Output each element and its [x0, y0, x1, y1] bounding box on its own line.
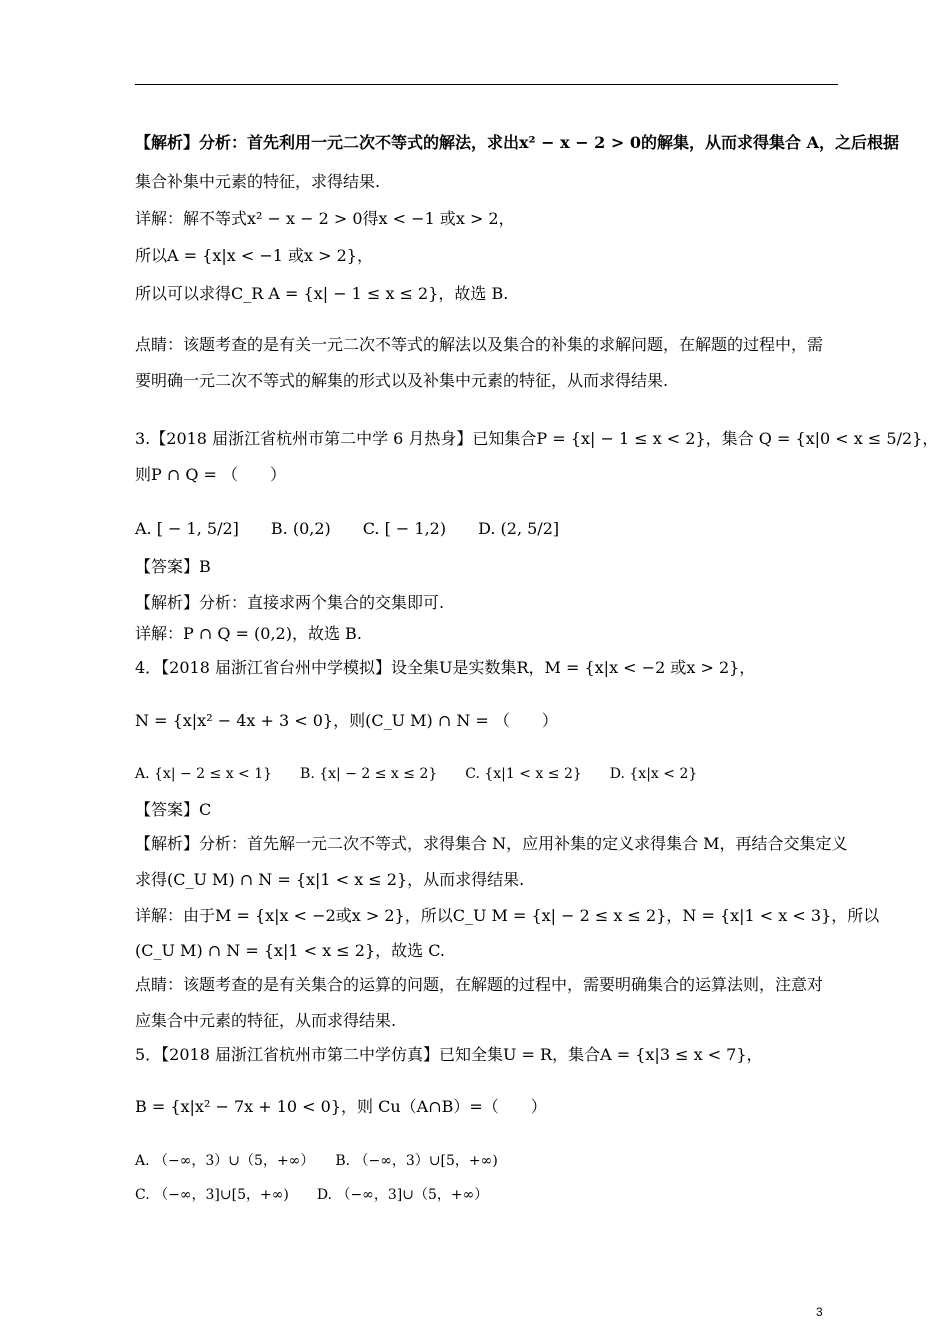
text-line-3: 详解：解不等式x² − x − 2 > 0得x < −1 或x > 2，: [135, 209, 515, 228]
header-rule: [135, 84, 838, 85]
text-line-4: 所以A = {x|x < −1 或x > 2}，: [135, 246, 373, 265]
text-line-2: 集合补集中元素的特征，求得结果.: [135, 172, 381, 191]
text-line-1: 【解析】分析：首先利用一元二次不等式的解法，求出x² − x − 2 > 0的解集，从而求得集合 A，之后根据: [135, 133, 899, 152]
detail-3: 详解：P ∩ Q = (0,2)，故选 B.: [135, 624, 362, 643]
answer-4: 【答案】C: [135, 800, 212, 819]
detail-4-cont: (C_U M) ∩ N = {x|1 < x ≤ 2}，故选 C.: [135, 941, 445, 960]
question-3: 3.【2018 届浙江省杭州市第二中学 6 月热身】已知集合P = {x| − 1 ≤ x < 2}，集合 Q = {x|0 < x ≤ 5/2}，: [135, 429, 939, 448]
question-3-options: A. [ − 1, 5/2] B. (0,2) C. [ − 1,2) D. (2, 5/2]: [135, 519, 560, 538]
text-line-5: 所以可以求得C_R A = {x| − 1 ≤ x ≤ 2}，故选 B.: [135, 284, 509, 303]
detail-4: 详解：由于M = {x|x < −2或x > 2}，所以C_U M = {x| − 2 ≤ x ≤ 2}，N = {x|1 < x < 3}，所以: [135, 906, 880, 925]
question-5-cont: B = {x|x² − 7x + 10 < 0}，则 Cu（A∩B）=（ ）: [135, 1097, 547, 1116]
analysis-4-cont: 求得(C_U M) ∩ N = {x|1 < x ≤ 2}，从而求得结果.: [135, 870, 525, 889]
question-5-options-cd: C. （−∞，3]∪[5，+∞) D. （−∞，3]∪（5，+∞）: [135, 1187, 489, 1203]
text-line-6: 点睛：该题考查的是有关一元二次不等式的解法以及集合的补集的求解问题，在解题的过程中，需: [135, 335, 824, 354]
question-3-cont: 则P ∩ Q = （ ）: [135, 465, 287, 484]
question-5-options-ab: A. （−∞，3）∪（5，+∞） B. （−∞，3）∪[5，+∞): [135, 1153, 498, 1169]
question-5: 5．【2018 届浙江省杭州市第二中学仿真】已知全集U = R，集合A = {x|3 ≤ x < 7}，: [135, 1045, 763, 1064]
comment-4-cont: 应集合中元素的特征，从而求得结果.: [135, 1011, 397, 1030]
text-line-7: 要明确一元二次不等式的解集的形式以及补集中元素的特征，从而求得结果.: [135, 371, 669, 390]
answer-3: 【答案】B: [135, 557, 211, 576]
question-4-cont: N = {x|x² − 4x + 3 < 0}，则(C_U M) ∩ N = （ ）: [135, 711, 558, 730]
question-4: 4．【2018 届浙江省台州中学模拟】设全集U是实数集R，M = {x|x < −2 或x > 2}，: [135, 658, 756, 677]
question-4-options: A. {x| − 2 ≤ x < 1} B. {x| − 2 ≤ x ≤ 2} C. {x|1 < x ≤ 2} D. {x|x < 2}: [135, 766, 698, 782]
analysis-3: 【解析】分析：直接求两个集合的交集即可.: [135, 593, 445, 612]
comment-4: 点睛：该题考查的是有关集合的运算的问题，在解题的过程中，需要明确集合的运算法则，注意对: [135, 975, 824, 994]
page-number: 3: [816, 1305, 823, 1319]
analysis-4: 【解析】分析：首先解一元二次不等式，求得集合 N，应用补集的定义求得集合 M，再结合交集定义: [135, 834, 848, 853]
